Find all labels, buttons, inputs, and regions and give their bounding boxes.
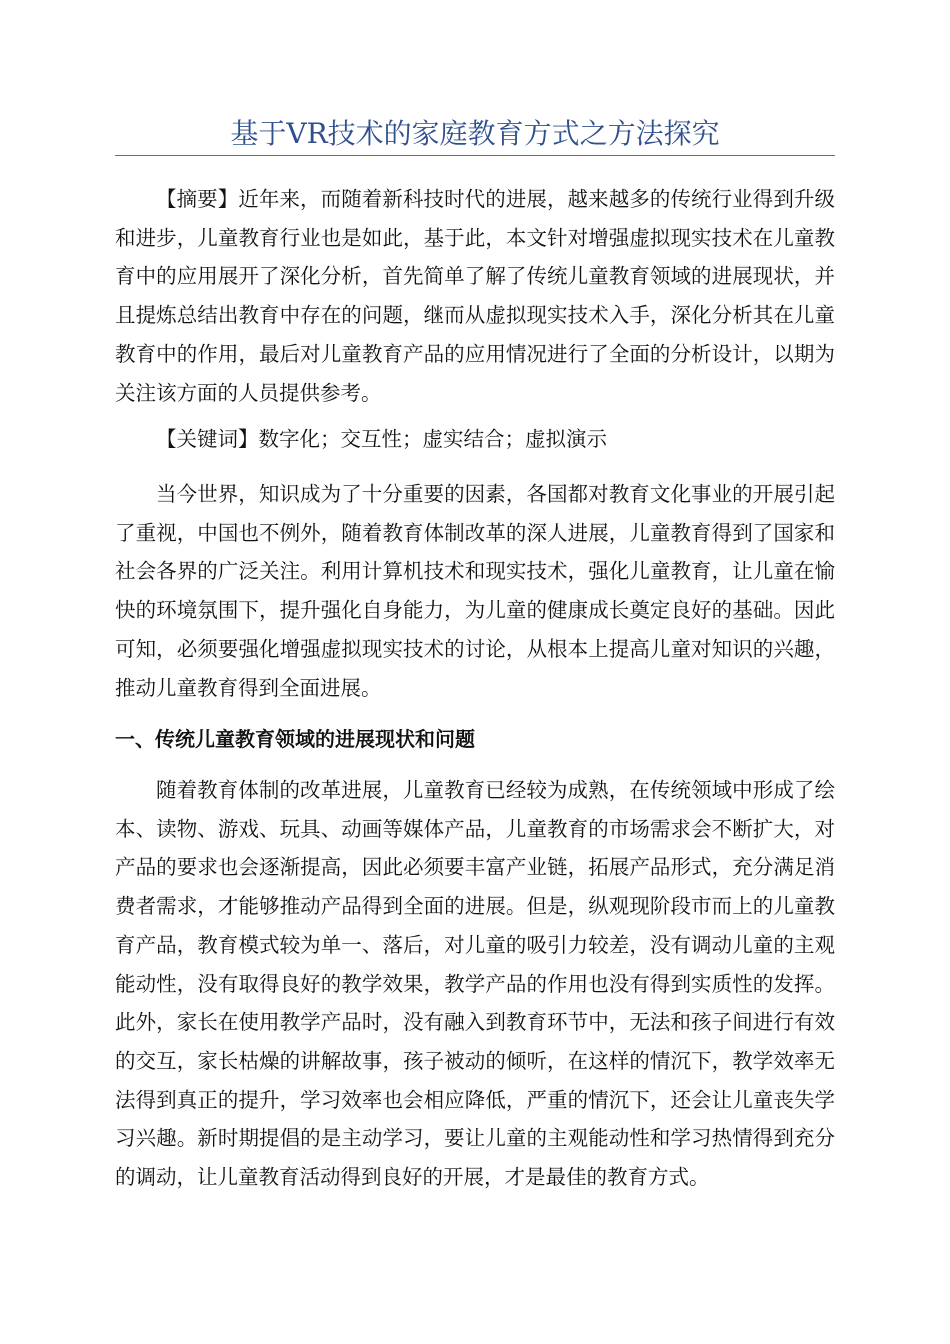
abstract-paragraph: 【摘要】近年来，而随着新科技时代的进展，越来越多的传统行业得到升级和进步，儿童教育行业也是如此，基于此，本文针对增强虚拟现实技术在儿童教育中的应用展开了深化分析，首先简单了解了传统儿童教育领域的进展现状，并且提炼总结出教育中存在的问题，继而从虚拟现实技术入手，深化分析其在儿童教育中的作用，最后对儿童教育产品的应用情况进行了全面的分析设计，以期为关注该方面的人员提供参考。 bbox=[115, 187, 835, 405]
title-underline bbox=[115, 155, 835, 156]
keywords-paragraph: 【关键词】数字化；交互性；虚实结合；虚拟演示 bbox=[156, 427, 607, 451]
intro-paragraph: 当今世界，知识成为了十分重要的因素，各国都对教育文化事业的开展引起了重视，中国也不例外，随着教育体制改革的深人进展，儿童教育得到了国家和社会各界的广泛关注。利用计算机技术和现实技术，强化儿童教育，让儿童在愉快的环境氛围下，提升强化自身能力，为儿童的健康成长奠定良好的基础。因此可知，必须要强化增强虚拟现实技术的讨论，从根本上提高儿童对知识的兴趣，推动儿童教育得到全面进展。 bbox=[115, 482, 835, 700]
section-1-paragraph: 随着教育体制的改革进展，儿童教育已经较为成熟，在传统领域中形成了绘本、读物、游戏、玩具、动画等媒体产品，儿童教育的市场需求会不断扩大，对产品的要求也会逐渐提高，因此必须要丰富产业链，拓展产品形式，充分满足消费者需求，才能够推动产品得到全面的进展。但是，纵观现阶段市而上的儿童教育产品，教育模式较为单一、落后，对儿童的吸引力较差，没有调动儿童的主观能动性，没有取得良好的教学效果，教学产品的作用也没有得到实质性的发挥。此外，家长在使用教学产品时，没有融入到教育环节中，无法和孩子间进行有效的交互，家长枯燥的讲解故事，孩子被动的倾听，在这样的情沉下，教学效率无法得到真正的提升，学习效率也会相应降低，严重的情沉下，还会让儿童丧失学习兴趣。新时期提倡的是主动学习，要让儿童的主观能动性和学习热情得到充分的调动，让儿童教育活动得到良好的开展，才是最佳的教育方式。 bbox=[115, 778, 835, 1190]
document-title: 基于VR技术的家庭教育方式之方法探究 bbox=[230, 117, 720, 150]
section-1-heading: 一、传统儿童教育领域的进展现状和问题 bbox=[115, 727, 475, 751]
